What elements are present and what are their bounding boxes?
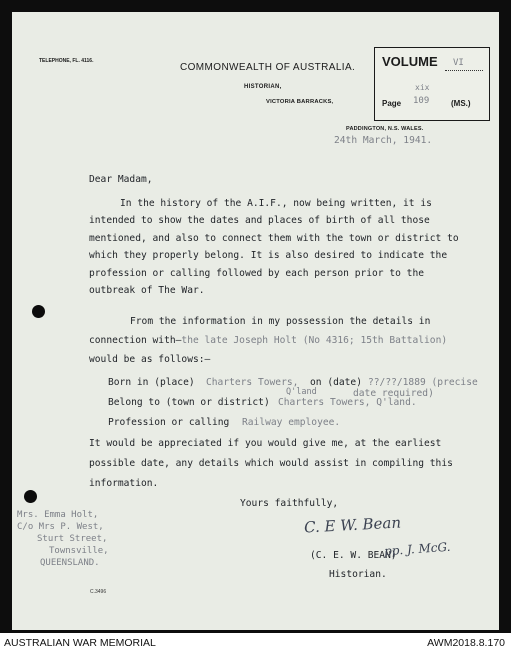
closing-phrase: Yours faithfully, <box>240 498 339 509</box>
salutation: Dear Madam, <box>89 174 153 185</box>
archive-volume-stamp <box>374 47 490 121</box>
footer-institution: AUSTRALIAN WAR MEMORIAL <box>4 637 156 649</box>
paragraph-information-line1: From the information in my possession the details in <box>130 316 431 327</box>
typed-name: (C. E. W. BEAN) <box>310 550 397 561</box>
letter-sheet <box>12 12 499 630</box>
punch-hole-upper <box>32 305 45 318</box>
profession-value: Railway employee. <box>242 417 341 428</box>
office-location: VICTORIA BARRACKS, <box>266 99 334 105</box>
profession-label: Profession or calling <box>108 417 230 428</box>
paragraph-information-line2 <box>89 335 447 346</box>
archive-footer <box>0 633 511 653</box>
closing-line1: It would be appreciated if you would give me, at the earliest <box>89 438 442 449</box>
paragraph-information-line3: would be as follows:— <box>89 354 211 365</box>
closing-line2: possible date, any details which would assist in compiling this <box>89 458 453 469</box>
footer-accession-number: AWM2018.8.170 <box>427 637 505 649</box>
pp-initials: pp. J. McG. <box>383 539 451 559</box>
signatory-title: Historian. <box>329 569 387 580</box>
office-title: HISTORIAN, <box>244 84 282 90</box>
date-label: on (date) <box>310 377 362 388</box>
born-place: Charters Towers, <box>206 377 299 388</box>
recipient-line5: QUEENSLAND. <box>40 558 100 568</box>
telephone-number: TELEPHONE, FL. 4116. <box>39 58 94 64</box>
date-note: date required) <box>353 388 434 399</box>
punch-hole-lower <box>24 490 37 503</box>
signature: C. E W. Bean <box>303 513 402 537</box>
belong-value: Charters Towers, Q'land. <box>278 397 417 408</box>
letter-date: 24th March, 1941. <box>334 135 433 146</box>
recipient-line2: C/o Mrs P. West, <box>17 522 104 532</box>
office-city: PADDINGTON, N.S. WALES. <box>346 126 424 132</box>
paragraph-history-intent: In the history of the A.I.F., now being written, it is intended to show the dates and places of birth of all those mentioned, and also to connect them with the town or district to which they properly belong. It is also desired to indicate the profession or calling followed by each person prior to the outbreak of The War. <box>89 198 459 297</box>
recipient-line1: Mrs. Emma Holt, <box>17 510 99 520</box>
volume-value: VI <box>453 58 464 68</box>
recipient-line4: Townsville, <box>49 546 109 556</box>
date-value: ??/??/1889 (precise <box>368 377 478 388</box>
born-label: Born in (place) <box>108 377 195 388</box>
page-value: 109 <box>413 96 430 106</box>
born-place-sub: Q'land <box>286 387 317 397</box>
volume-line <box>445 70 483 71</box>
belong-label: Belong to (town or district) <box>108 397 270 408</box>
reference-code: C.3496 <box>90 589 107 595</box>
page-label: Page <box>382 99 402 108</box>
page-suffix: (MS.) <box>451 99 471 108</box>
page-value-top: xix <box>415 83 430 92</box>
closing-line3: information. <box>89 478 159 489</box>
connection-prefix: connection with— <box>89 335 182 346</box>
organisation-name: COMMONWEALTH OF AUSTRALIA. <box>180 62 356 73</box>
soldier-details: the late Joseph Holt (No 4316; 15th Battalion) <box>181 335 448 346</box>
recipient-line3: Sturt Street, <box>37 534 108 544</box>
volume-label: VOLUME <box>382 54 438 69</box>
